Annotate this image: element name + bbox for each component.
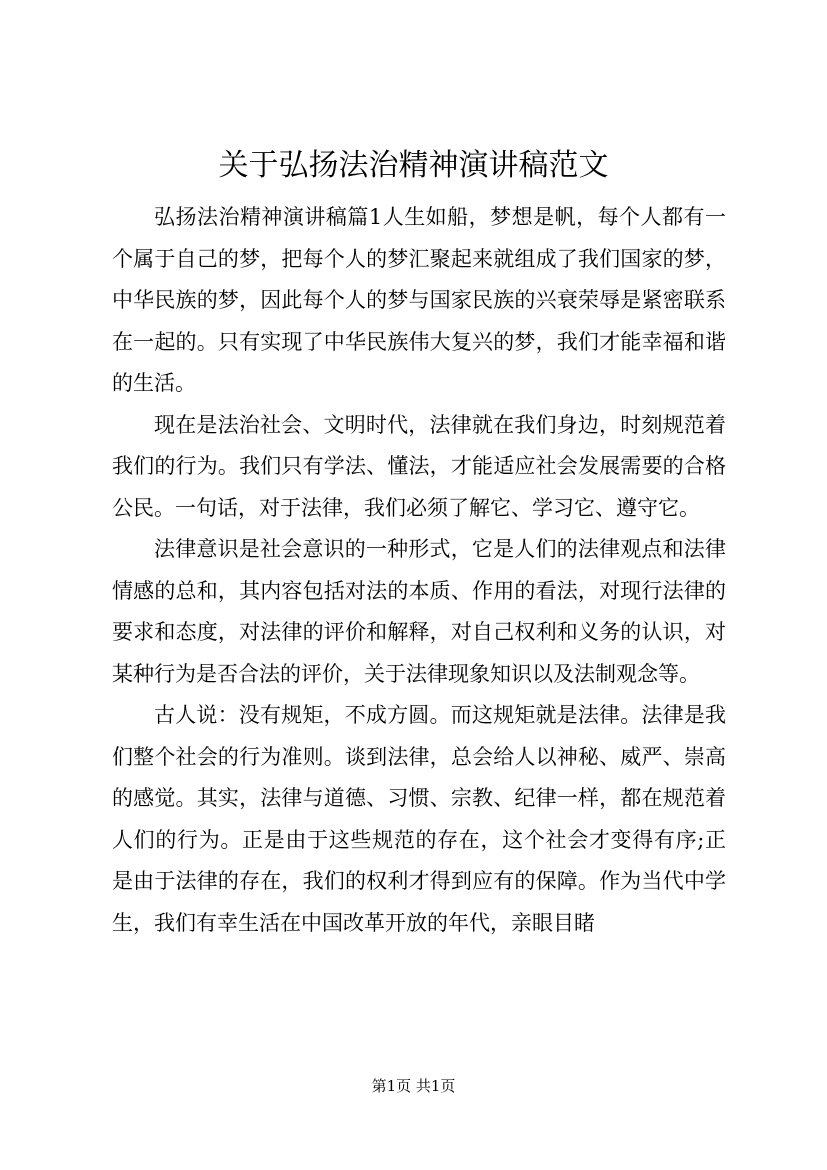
paragraph-3: 法律意识是社会意识的一种形式，它是人们的法律观点和法律情感的总和，其内容包括对法的本质、作用的看法，对现行法律的要求和态度，对法律的评价和解释，对自己权利和义务的认识，对某种行为是否合法的评价，关于法律现象知识以及法制观念等。	[112, 537, 726, 686]
paragraph-4: 古人说：没有规矩，不成方圆。而这规矩就是法律。法律是我们整个社会的行为准则。谈到法律，总会给人以神秘、威严、崇高的感觉。其实，法律与道德、习惯、宗教、纪律一样，都在规范着人们的行为。正是由于这些规范的存在，这个社会才变得有序;正是由于法律的存在，我们的权利才得到应有的保障。作为当代中学生，我们有幸生活在中国改革开放的年代，亲眼目睹	[112, 703, 726, 935]
paragraph-2: 现在是法治社会、文明时代，法律就在我们身边，时刻规范着我们的行为。我们只有学法、懂法，才能适应社会发展需要的合格公民。一句话，对于法律，我们必须了解它、学习它、遵守它。	[112, 412, 726, 520]
page-footer: 第1页 共1页	[371, 1077, 456, 1095]
paragraph-1: 弘扬法治精神演讲稿篇1人生如船，梦想是帆，每个人都有一个属于自己的梦，把每个人的梦汇聚起来就组成了我们国家的梦，中华民族的梦，因此每个人的梦与国家民族的兴衰荣辱是紧密联系在一起的。只有实现了中华民族伟大复兴的梦，我们才能幸福和谐的生活。	[112, 205, 726, 395]
document-title: 关于弘扬法治精神演讲稿范文	[218, 148, 609, 183]
document-body	[112, 197, 726, 944]
